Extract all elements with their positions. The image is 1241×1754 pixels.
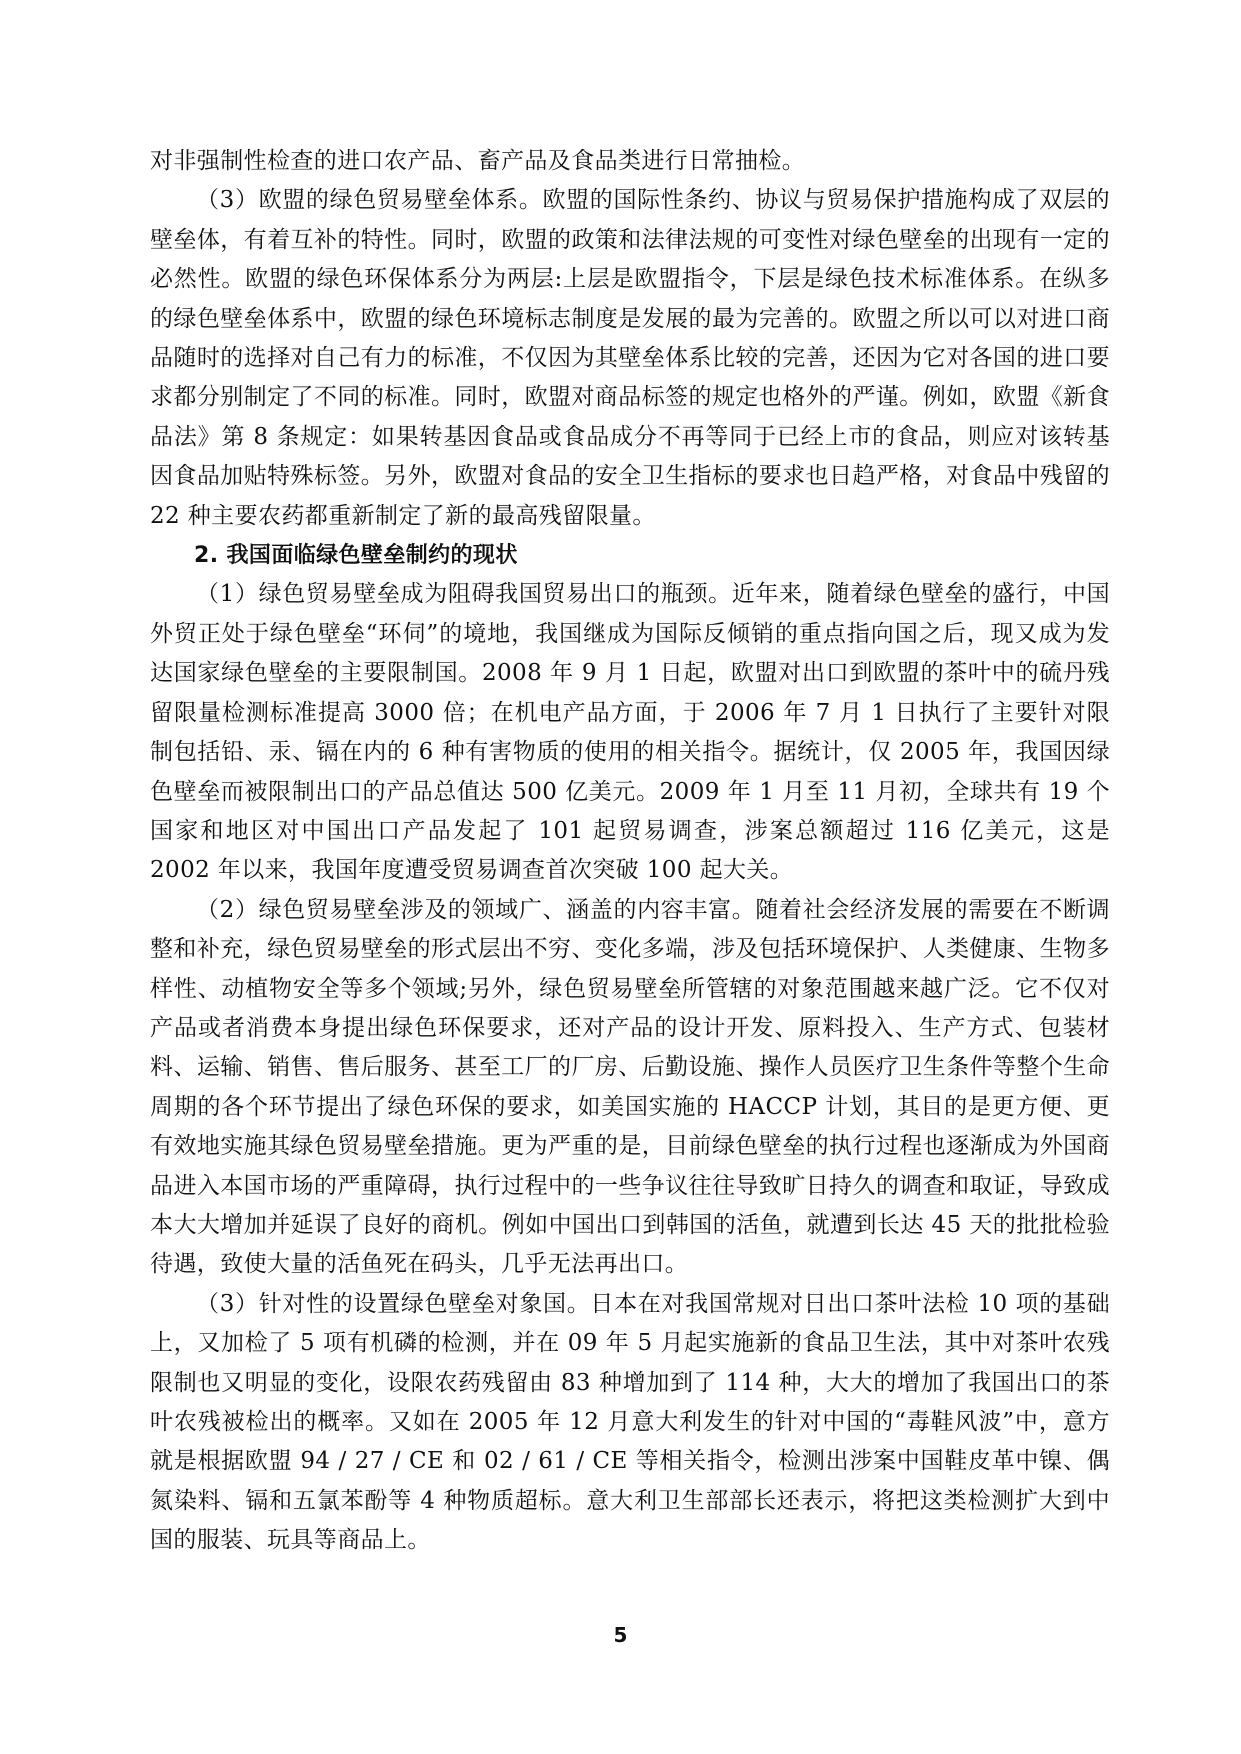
paragraph-eu-green-barrier-system: （3）欧盟的绿色贸易壁垒体系。欧盟的国际性条约、协议与贸易保护措施构成了双层的壁垒体，有着互补的特性。同时，欧盟的政策和法律法规的可变性对绿色壁垒的出现有一定的必然性。欧盟的绿色环保体系分为两层:上层是欧盟指令，下层是绿色技术标准体系。在纵多的绿色壁垒体系中，欧盟的绿色环境标志制度是发展的最为完善的。欧盟之所以可以对进口商品随时的选择对自己有力的标准，不仅因为其壁垒体系比较的完善，还因为它对各国的进口要求都分别制定了不同的标准。同时，欧盟对商品标签的规定也格外的严谨。例如，欧盟《新食品法》第 8 条规定：如果转基因食品或食品成分不再等同于已经上市的食品，则应对该转基因食品加贴特殊标签。另外，欧盟对食品的安全卫生指标的要求也日趋严格，对食品中残留的 22 种主要农药都重新制定了新的最高残留限量。 xyxy=(150,187,1110,529)
section-heading: 2. 我国面临绿色壁垒制约的现状 xyxy=(194,543,518,569)
document-body xyxy=(150,142,1110,1561)
paragraph-broad-scope: （2）绿色贸易壁垒涉及的领域广、涵盖的内容丰富。随着社会经济发展的需要在不断调整和补充，绿色贸易壁垒的形式层出不穷、变化多端，涉及包括环境保护、人类健康、生物多样性、动植物安全等多个领域;另外，绿色贸易壁垒所管辖的对象范围越来越广泛。它不仅对产品或者消费本身提出绿色环保要求，还对产品的设计开发、原料投入、生产方式、包装材料、运输、销售、售后服务、甚至工厂的厂房、后勤设施、操作人员医疗卫生条件等整个生命周期的各个环节提出了绿色环保的要求，如美国实施的 HACCP 计划，其目的是更方便、更有效地实施其绿色贸易壁垒措施。更为严重的是，目前绿色壁垒的执行过程也逐渐成为外国商品进入本国市场的严重障碍，执行过程中的一些争议往往导致旷日持久的调查和取证，导致成本大大增加并延误了良好的商机。例如中国出口到韩国的活鱼，就遭到长达 45 天的批批检验待遇，致使大量的活鱼死在码头，几乎无法再出口。 xyxy=(150,896,1110,1278)
page-number: 5 xyxy=(613,1623,628,1647)
paragraph-targeted-countries: （3）针对性的设置绿色壁垒对象国。日本在对我国常规对日出口茶叶法检 10 项的基础上，又加检了 5 项有机磷的检测，并在 09 年 5 月起实施新的食品卫生法，其中对茶叶农残限制也又明显的变化，设限农药残留由 83 种增加到了 114 种，大大的增加了我国出口的茶叶农残被检出的概率。又如在 2005 年 12 月意大利发生的针对中国的“毒鞋风波”中，意方就是根据欧盟 94 / 27 / CE 和 02 / 61 / CE 等相关指令，检测出涉案中国鞋皮革中镍、偶氮染料、镉和五氯苯酚等 4 种物质超标。意大利卫生部部长还表示，将把这类检测扩大到中国的服装、玩具等商品上。 xyxy=(150,1290,1110,1554)
paragraph-export-bottleneck: （1）绿色贸易壁垒成为阻碍我国贸易出口的瓶颈。近年来，随着绿色壁垒的盛行，中国外贸正处于绿色壁垒“环伺”的境地，我国继成为国际反倾销的重点指向国之后，现又成为发达国家绿色壁垒的主要限制国。2008 年 9 月 1 日起，欧盟对出口到欧盟的茶叶中的硫丹残留限量检测标准提高 3000 倍；在机电产品方面，于 2006 年 7 月 1 日执行了主要针对限制包括铅、汞、镉在内的 6 种有害物质的使用的相关指令。据统计，仅 2005 年，我国因绿色壁垒而被限制出口的产品总值达 500 亿美元。2009 年 1 月至 11 月初，全球共有 19 个国家和地区对中国出口产品发起了 101 起贸易调查，涉案总额超过 116 亿美元，这是 2002 年以来，我国年度遭受贸易调查首次突破 100 起大关。 xyxy=(150,581,1110,884)
paragraph-continuation: 对非强制性检查的进口农产品、畜产品及食品类进行日常抽检。 xyxy=(150,148,806,174)
